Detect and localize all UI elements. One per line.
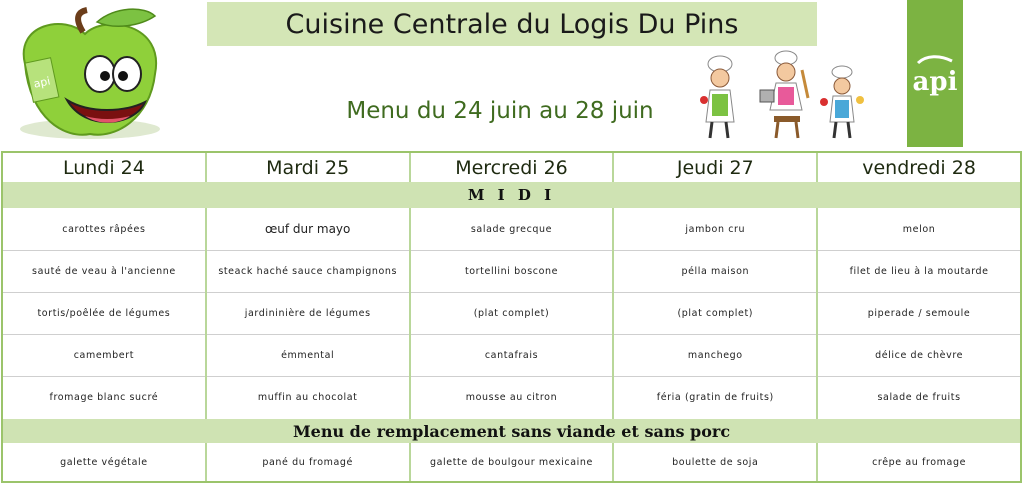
dish-cell: muffin au chocolat bbox=[207, 376, 411, 419]
alt-dish-cell: boulette de soja bbox=[614, 443, 818, 481]
dish-cell: sauté de veau à l'ancienne bbox=[3, 250, 207, 292]
dish-cell: filet de lieu à la moutarde bbox=[849, 265, 989, 277]
dish-cell: tortis/poêlée de légumes bbox=[3, 292, 207, 334]
logo-text: api bbox=[912, 66, 958, 97]
api-logo bbox=[907, 0, 963, 147]
day-header: Mardi 25 bbox=[207, 153, 411, 182]
alt-dish-cell: galette de boulgour mexicaine bbox=[411, 443, 615, 481]
day-header: vendredi 28 bbox=[862, 156, 976, 179]
alternative-menu-label: Menu de remplacement sans viande et sans porc bbox=[3, 419, 1020, 443]
alt-dish-cell: pané du fromagé bbox=[207, 443, 411, 481]
logo-swoosh-icon bbox=[916, 53, 954, 67]
day-header: Mercredi 26 bbox=[411, 153, 615, 182]
dish-cell: cantafrais bbox=[411, 334, 615, 376]
page-title: Cuisine Centrale du Logis Du Pins bbox=[207, 2, 817, 46]
dish-cell: émmental bbox=[207, 334, 411, 376]
table-row bbox=[3, 443, 1020, 481]
dish-cell: carottes râpées bbox=[3, 208, 207, 250]
alt-dish-cell: crêpe au fromage bbox=[872, 456, 967, 468]
dish-cell: melon bbox=[902, 223, 936, 235]
day-header: Jeudi 27 bbox=[614, 153, 818, 182]
dish-cell: jardininière de légumes bbox=[207, 292, 411, 334]
dish-cell: (plat complet) bbox=[411, 292, 615, 334]
dish-cell: œuf dur mayo bbox=[207, 208, 411, 250]
table-row bbox=[3, 292, 1020, 335]
apple-mascot-icon bbox=[5, 4, 175, 144]
dish-cell: mousse au citron bbox=[411, 376, 615, 419]
dish-cell: salade grecque bbox=[411, 208, 615, 250]
table-row bbox=[3, 334, 1020, 377]
dish-cell: fromage blanc sucré bbox=[3, 376, 207, 419]
dish-cell: jambon cru bbox=[614, 208, 818, 250]
dish-cell: steack haché sauce champignons bbox=[207, 250, 411, 292]
day-header: Lundi 24 bbox=[3, 153, 207, 182]
dish-cell: piperade / semoule bbox=[867, 307, 971, 319]
table-row bbox=[3, 376, 1020, 421]
chefs-illustration-icon bbox=[698, 50, 868, 142]
midi-section-label: M I D I bbox=[3, 182, 1020, 208]
apple-label: api bbox=[32, 74, 52, 91]
dish-cell: (plat complet) bbox=[614, 292, 818, 334]
table-row bbox=[3, 208, 1020, 251]
menu-table bbox=[1, 151, 1022, 483]
dish-cell: manchego bbox=[614, 334, 818, 376]
dish-cell: tortellini boscone bbox=[411, 250, 615, 292]
dish-cell: salade de fruits bbox=[877, 392, 961, 403]
dish-cell: délice de chèvre bbox=[875, 349, 964, 361]
table-row bbox=[3, 250, 1020, 293]
alt-dish-cell: galette végétale bbox=[3, 443, 207, 481]
day-header-row bbox=[3, 153, 1020, 184]
dish-cell: camembert bbox=[3, 334, 207, 376]
dish-cell: pélla maison bbox=[614, 250, 818, 292]
menu-date-range: Menu du 24 juin au 28 juin bbox=[346, 98, 654, 124]
dish-cell: féria (gratin de fruits) bbox=[614, 376, 818, 419]
